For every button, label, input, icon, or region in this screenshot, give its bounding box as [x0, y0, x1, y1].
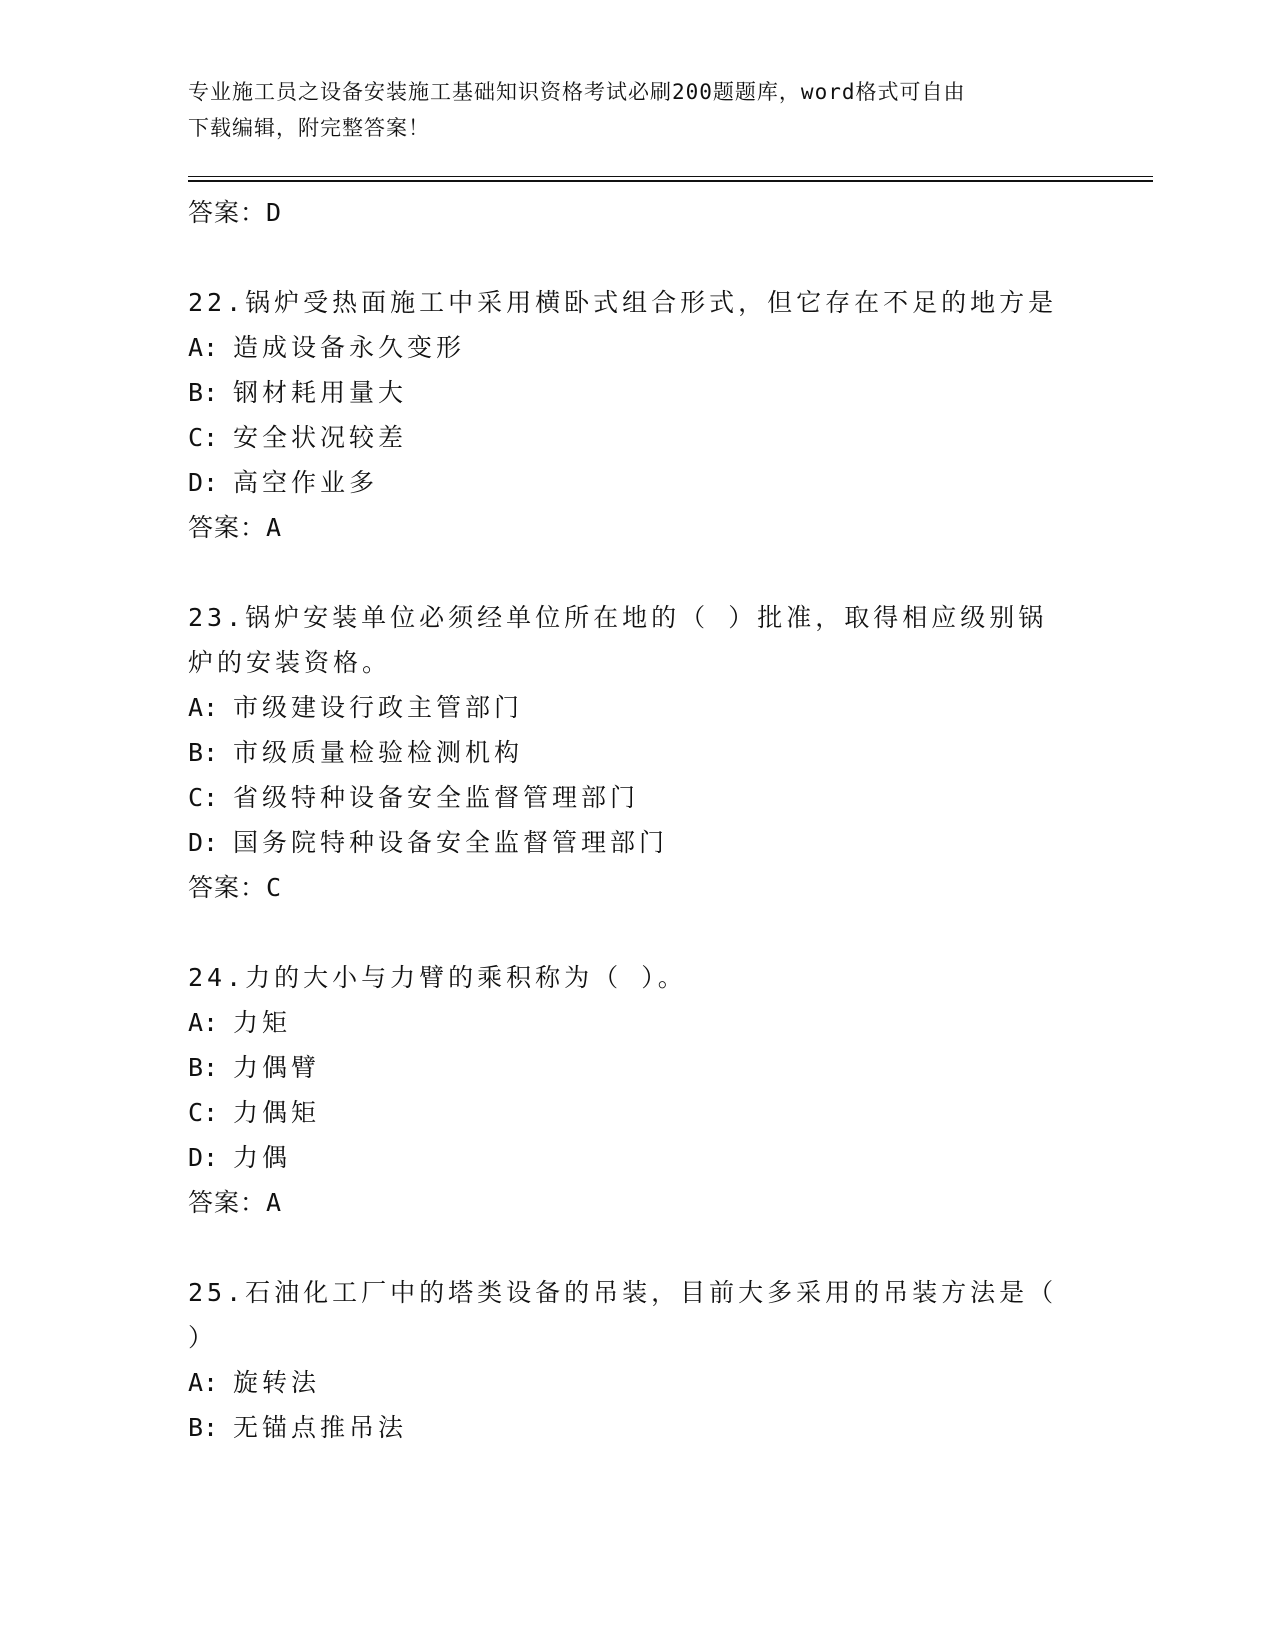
option-text: 力偶 — [233, 1143, 292, 1172]
question-25 — [188, 1270, 1068, 1450]
option-a — [188, 325, 1068, 370]
option-label: D: — [188, 828, 219, 857]
option-d — [188, 460, 1068, 505]
option-c — [188, 1090, 1068, 1135]
option-label: A: — [188, 333, 219, 362]
question-text: 25.石油化工厂中的塔类设备的吊装，目前大多采用的吊装方法是（ ） — [188, 1278, 1058, 1352]
option-label: C: — [188, 783, 219, 812]
option-label: A: — [188, 1368, 219, 1397]
option-label: B: — [188, 1413, 219, 1442]
option-label: B: — [188, 1053, 219, 1082]
option-label: C: — [188, 1098, 219, 1127]
option-b — [188, 1405, 1068, 1450]
spacer — [188, 1225, 1068, 1270]
option-text: 无锚点推吊法 — [233, 1413, 408, 1442]
option-a — [188, 1000, 1068, 1045]
spacer — [188, 235, 1068, 280]
header-divider-thick — [188, 180, 1153, 182]
question-22 — [188, 280, 1068, 550]
question-24 — [188, 955, 1068, 1225]
option-a — [188, 685, 1068, 730]
header-divider-thin — [188, 176, 1153, 177]
option-label: A: — [188, 693, 219, 722]
option-text: 力矩 — [233, 1008, 292, 1037]
header-line-1: 专业施工员之设备安装施工基础知识资格考试必刷200题题库，word格式可自由 — [188, 80, 966, 104]
answer-line: 答案：A — [188, 1188, 283, 1217]
option-text: 市级建设行政主管部门 — [233, 693, 524, 722]
option-d — [188, 820, 1068, 865]
option-label: D: — [188, 468, 219, 497]
question-text: 22.锅炉受热面施工中采用横卧式组合形式，但它存在不足的地方是 — [188, 288, 1058, 317]
option-a — [188, 1360, 1068, 1405]
option-label: C: — [188, 423, 219, 452]
option-b — [188, 730, 1068, 775]
option-text: 旋转法 — [233, 1368, 321, 1397]
option-text: 钢材耗用量大 — [233, 378, 408, 407]
option-c — [188, 775, 1068, 820]
question-text: 24.力的大小与力臂的乘积称为（ ）。 — [188, 963, 687, 992]
option-label: B: — [188, 378, 219, 407]
option-text: 国务院特种设备安全监督管理部门 — [233, 828, 669, 857]
spacer — [188, 910, 1068, 955]
question-list — [188, 190, 1068, 1450]
header-line-2: 下载编辑，附完整答案！ — [188, 116, 430, 140]
answer-line: 答案：C — [188, 873, 283, 902]
question-text: 23.锅炉安装单位必须经单位所在地的（ ）批准，取得相应级别锅炉的安装资格。 — [188, 603, 1048, 677]
option-text: 市级质量检验检测机构 — [233, 738, 524, 767]
answer-line: 答案：A — [188, 513, 283, 542]
option-text: 力偶臂 — [233, 1053, 321, 1082]
option-text: 高空作业多 — [233, 468, 379, 497]
option-b — [188, 370, 1068, 415]
answer-line: 答案：D — [188, 198, 283, 227]
option-text: 造成设备永久变形 — [233, 333, 466, 362]
option-label: B: — [188, 738, 219, 767]
option-label: A: — [188, 1008, 219, 1037]
option-b — [188, 1045, 1068, 1090]
option-text: 安全状况较差 — [233, 423, 408, 452]
option-text: 省级特种设备安全监督管理部门 — [233, 783, 640, 812]
option-d — [188, 1135, 1068, 1180]
option-c — [188, 415, 1068, 460]
question-23 — [188, 595, 1068, 910]
spacer — [188, 550, 1068, 595]
document-header — [188, 74, 1068, 146]
option-text: 力偶矩 — [233, 1098, 321, 1127]
option-label: D: — [188, 1143, 219, 1172]
